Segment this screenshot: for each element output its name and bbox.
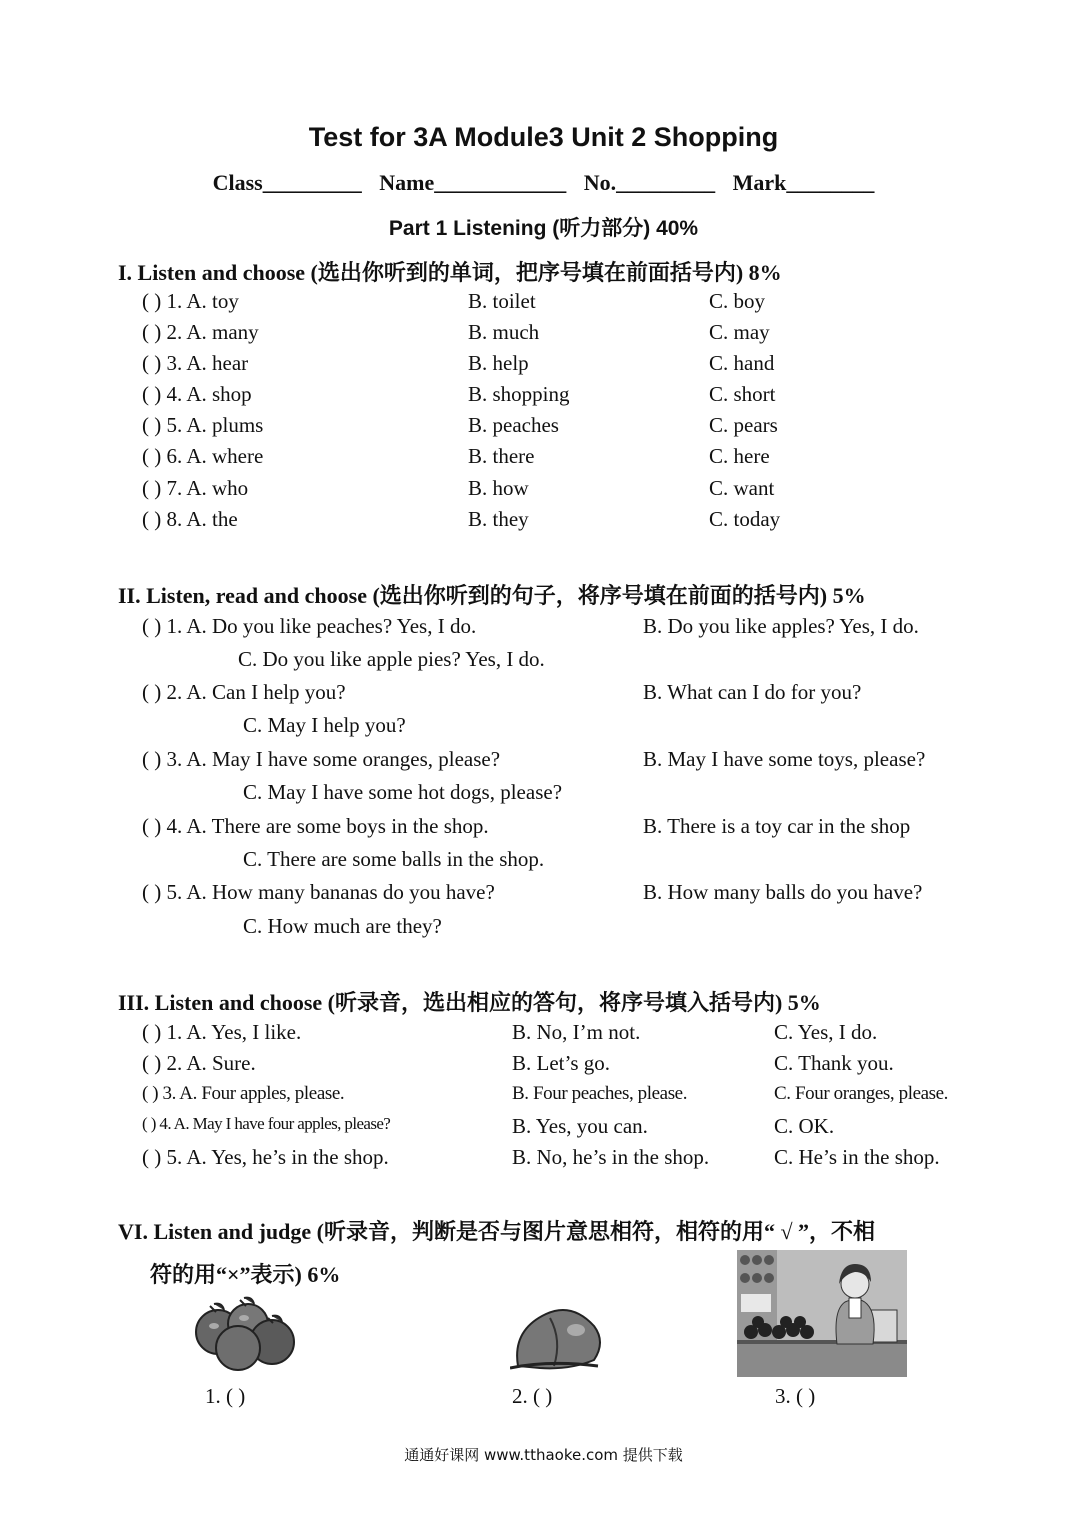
footer-source: 通通好课网 www.tthaoke.com 提供下载	[404, 1446, 683, 1464]
test-title: Test for 3A Module3 Unit 2 Shopping	[308, 122, 779, 152]
section-4-title-line1: VI. Listen and judge (听录音，判断是否与图片意思相符，相符的用“ √ ”，不相	[118, 1219, 876, 1244]
question-2-5-option-b: B. How many balls do you have?	[643, 880, 923, 904]
name-field: Name____________	[379, 170, 567, 195]
shop-assistant-picture	[737, 1250, 907, 1377]
question-1-6-option-a: ( ) 6. A. where	[142, 444, 264, 468]
picture-1-answer: 1. ( )	[205, 1384, 246, 1408]
part-heading: Part 1 Listening (听力部分) 40%	[388, 217, 699, 240]
question-2-4-option-b: B. There is a toy car in the shop	[643, 814, 911, 838]
question-1-3-option-b: B. help	[468, 351, 529, 375]
question-2-1-option-a: ( ) 1. A. Do you like peaches? Yes, I do.	[142, 614, 477, 638]
peach-picture	[510, 1300, 606, 1372]
question-1-8-option-c: C. today	[709, 507, 781, 531]
question-1-1-option-c: C. boy	[709, 289, 766, 313]
question-3-3-option-b: B. Four peaches, please.	[512, 1083, 688, 1104]
question-1-4-option-b: B. shopping	[468, 382, 570, 406]
question-1-7-option-b: B. how	[468, 476, 529, 500]
question-3-4-option-a: ( ) 4. A. May I have four apples, please?	[142, 1114, 391, 1133]
question-1-6-option-b: B. there	[468, 444, 535, 468]
question-1-5-option-a: ( ) 5. A. plums	[142, 413, 264, 437]
question-1-7-option-c: C. want	[709, 476, 775, 500]
question-1-8-option-a: ( ) 8. A. the	[142, 507, 238, 531]
picture-3-answer: 3. ( )	[775, 1384, 816, 1408]
question-3-5-option-b: B. No, he’s in the shop.	[512, 1145, 710, 1169]
question-3-1-option-a: ( ) 1. A. Yes, I like.	[142, 1020, 302, 1044]
question-2-2-option-b: B. What can I do for you?	[643, 680, 862, 704]
question-1-1-option-a: ( ) 1. A. toy	[142, 289, 239, 313]
question-2-2-option-c: C. May I help you?	[243, 713, 406, 737]
section-2-title: II. Listen, read and choose (选出你听到的句子，将序号填在前面的括号内) 5%	[118, 583, 866, 608]
question-1-2-option-b: B. much	[468, 320, 540, 344]
question-1-7-option-a: ( ) 7. A. who	[142, 476, 249, 500]
question-3-3-option-a: ( ) 3. A. Four apples, please.	[142, 1083, 345, 1104]
question-2-2-option-a: ( ) 2. A. Can I help you?	[142, 680, 346, 704]
section-1-title: I. Listen and choose (选出你听到的单词，把序号填在前面括号内) 8%	[118, 260, 782, 285]
question-3-2-option-a: ( ) 2. A. Sure.	[142, 1051, 256, 1075]
question-2-3-option-c: C. May I have some hot dogs, please?	[243, 780, 563, 804]
question-1-1-option-b: B. toilet	[468, 289, 536, 313]
student-info-line	[0, 170, 1087, 196]
question-3-1-option-c: C. Yes, I do.	[774, 1020, 878, 1044]
question-1-4-option-c: C. short	[709, 382, 776, 406]
question-2-1-option-c: C. Do you like apple pies? Yes, I do.	[238, 647, 545, 671]
question-1-2-option-a: ( ) 2. A. many	[142, 320, 259, 344]
class-field: Class_________	[212, 170, 362, 195]
question-3-2-option-b: B. Let’s go.	[512, 1051, 610, 1075]
question-3-4-option-c: C. OK.	[774, 1114, 835, 1138]
question-1-5-option-c: C. pears	[709, 413, 778, 437]
question-2-3-option-b: B. May I have some toys, please?	[643, 747, 926, 771]
mark-field: Mark________	[732, 170, 875, 195]
question-1-6-option-c: C. here	[709, 444, 770, 468]
question-3-2-option-c: C. Thank you.	[774, 1051, 894, 1075]
question-1-2-option-c: C. may	[709, 320, 770, 344]
question-1-5-option-b: B. peaches	[468, 413, 559, 437]
question-2-5-option-c: C. How much are they?	[243, 914, 442, 938]
apples-picture	[190, 1296, 302, 1372]
question-3-5-option-a: ( ) 5. A. Yes, he’s in the shop.	[142, 1145, 389, 1169]
question-2-1-option-b: B. Do you like apples? Yes, I do.	[643, 614, 919, 638]
section-3-title: III. Listen and choose (听录音，选出相应的答句，将序号填入括号内) 5%	[118, 990, 821, 1015]
number-field: No._________	[583, 170, 716, 195]
question-1-4-option-a: ( ) 4. A. shop	[142, 382, 252, 406]
question-2-4-option-a: ( ) 4. A. There are some boys in the shop.	[142, 814, 489, 838]
question-3-4-option-b: B. Yes, you can.	[512, 1114, 648, 1138]
question-3-5-option-c: C. He’s in the shop.	[774, 1145, 940, 1169]
question-3-3-option-c: C. Four oranges, please.	[774, 1083, 949, 1104]
question-3-1-option-b: B. No, I’m not.	[512, 1020, 641, 1044]
question-2-3-option-a: ( ) 3. A. May I have some oranges, please?	[142, 747, 501, 771]
question-1-8-option-b: B. they	[468, 507, 529, 531]
question-2-4-option-c: C. There are some balls in the shop.	[243, 847, 545, 871]
picture-2-answer: 2. ( )	[512, 1384, 553, 1408]
section-4-title-line2: 符的用“×”表示) 6%	[150, 1262, 341, 1287]
question-1-3-option-a: ( ) 3. A. hear	[142, 351, 249, 375]
question-2-5-option-a: ( ) 5. A. How many bananas do you have?	[142, 880, 495, 904]
question-1-3-option-c: C. hand	[709, 351, 775, 375]
